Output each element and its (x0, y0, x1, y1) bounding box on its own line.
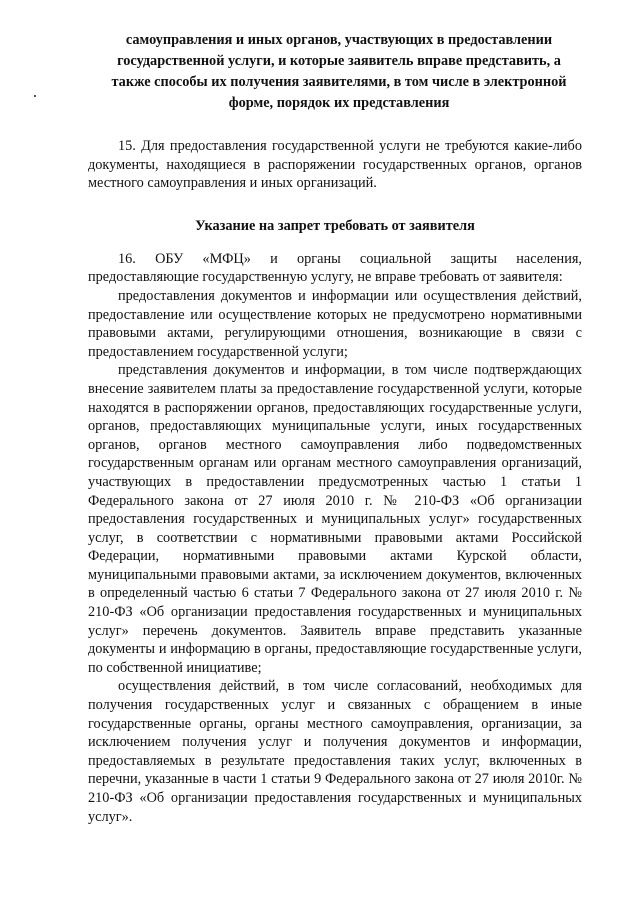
scan-speck (34, 95, 36, 97)
paragraph-16: 16. ОБУ «МФЦ» и органы социальной защиты населения, предоставляющие государственную услугу, не вправе требовать от заявителя: (88, 250, 582, 286)
section-title: Указание на запрет требовать от заявителя (195, 217, 475, 234)
list-item-documents-not-required: предоставления документов и информации или осуществления действий, предоставление или осуществление которых не предусмотрено нормативными правовыми актами, регулирующими отношения, возникающие в связи с предоставлением государственной услуги; (88, 287, 582, 360)
list-item-actions-approvals: осуществления действий, в том числе согласований, необходимых для получения государственных услуг и связанных с обращением в иные государственные органы, органы местного самоуправления, организации, за исключением получения услуг и получения документов и информации, предоставляемых в результате предоставления таких услуг, включенных в перечни, указанные в части 1 статьи 9 Федерального закона от 27 июля 2010г. № 210-ФЗ «Об организации предоставления государственных и муниципальных услуг». (88, 678, 582, 825)
paragraph-15: 15. Для предоставления государственной услуги не требуются какие-либо документы, находящиеся в распоряжении государственных органов, органов местного самоуправления и иных организаций. (88, 138, 582, 192)
section-heading: самоуправления и иных органов, участвующих в предоставлении государственной услуги, и которые заявитель вправе представить, а также способы их получения заявителями, в том числе в электронной форме, порядок их представления (111, 32, 567, 111)
list-item-documents-in-possession: представления документов и информации, в том числе подтверждающих внесение заявителем платы за предоставление государственной услуги, которые находятся в распоряжении органов, предоставляющих государственные услуги, органов, предоставляющих муниципальные услуги, иных государственных органов, органов местного самоуправления либо подведомственных государственным органам или органам местного самоуправления организаций, участвующих в предоставлении предусмотренных частью 1 статьи 1 Федерального закона от 27 июля 2010 г. № 210-ФЗ «Об организации предоставления государственных и муниципальных услуг» государственных услуг, в соответствии с нормативными правовыми актами Российской Федерации, нормативными правовыми актами Курской области, муниципальными правовыми актами, за исключением документов, включенных в определенный частью 6 статьи 7 Федерального закона от 27 июля 2010 г. № 210-ФЗ «Об организации предоставления государственных и муниципальных услуг» перечень документов. Заявитель вправе представить указанные документы и информацию в органы, предоставляющие государственные услуги, по собственной инициативе; (88, 362, 582, 676)
